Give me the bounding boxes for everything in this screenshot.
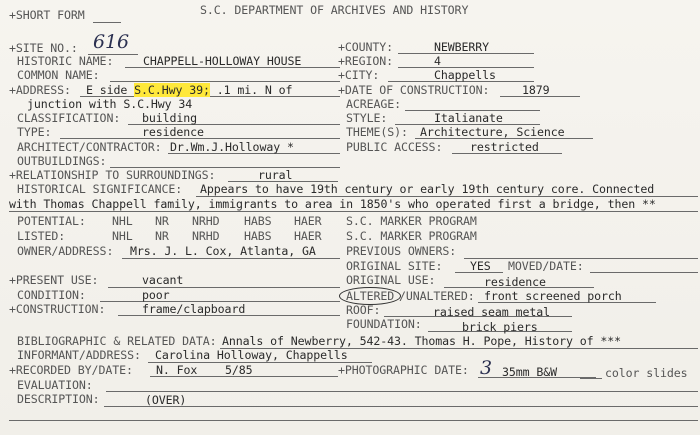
original-use-label: ORIGINAL USE: [346, 273, 436, 287]
architect-value: Dr.Wm.J.Holloway * [170, 140, 294, 154]
unaltered-label: /UNALTERED: [399, 289, 475, 303]
biblio-label: BIBLIOGRAPHIC & RELATED DATA: [17, 334, 217, 348]
construction-label: +CONSTRUCTION: [9, 302, 106, 316]
site-no-value: 616 [93, 31, 129, 53]
potential-nhl: NHL [112, 214, 133, 228]
photo-bw: 35mm B&W [502, 365, 558, 379]
potential-marker: S.C. MARKER PROGRAM [346, 214, 477, 228]
original-site-value: YES [470, 259, 491, 273]
city-label: +CITY: [338, 68, 380, 82]
theme-value: Architecture, Science [420, 125, 565, 139]
potential-label: POTENTIAL: [17, 214, 86, 228]
significance-label: HISTORICAL SIGNIFICANCE: [17, 182, 183, 196]
owner-value: Mrs. J. L. Cox, Atlanta, GA [130, 244, 316, 258]
address-highlight: S.C.Hwy 39; [134, 83, 210, 97]
description-label: DESCRIPTION: [17, 392, 100, 406]
moved-date-label: MOVED/DATE: [508, 259, 584, 273]
historic-name-value: CHAPPELL-HOLLOWAY HOUSE [143, 54, 302, 68]
significance-line1: Appears to have 19th century or early 19th century core. Connected [200, 182, 655, 196]
informant-value: Carolina Holloway, Chappells [155, 348, 348, 362]
type-label: TYPE: [17, 125, 52, 139]
present-use-value: vacant [142, 273, 184, 287]
theme-label: THEME(S): [346, 125, 408, 139]
potential-habs: HABS [244, 214, 272, 228]
potential-haer: HAER [294, 214, 322, 228]
informant-label: INFORMANT/ADDRESS: [17, 348, 141, 362]
style-label: STYLE: [346, 111, 388, 125]
public-access-label: PUBLIC ACCESS: [346, 140, 443, 154]
photo-date-label: +PHOTOGRAPHIC DATE: [338, 363, 469, 377]
potential-nrhd: NRHD [192, 214, 220, 228]
county-label: +COUNTY: [338, 40, 394, 54]
relationship-value: rural [258, 168, 293, 182]
classification-label: CLASSIFICATION: [17, 111, 121, 125]
recorded-by: N. Fox [156, 363, 198, 377]
city-value: Chappells [434, 68, 496, 82]
listed-nr: NR [155, 229, 169, 243]
original-site-label: ORIGINAL SITE: [346, 259, 443, 273]
foundation-value: brick piers [462, 320, 538, 334]
listed-habs: HABS [244, 229, 272, 243]
altered-label: ALTERED [346, 289, 395, 303]
roof-label: ROOF: [346, 303, 381, 317]
region-value: 4 [434, 54, 441, 68]
site-no-label: +SITE NO.: [9, 41, 78, 55]
department-title: S.C. DEPARTMENT OF ARCHIVES AND HISTORY [200, 3, 469, 17]
date-value: 1879 [522, 83, 550, 97]
photo-count: 3 [480, 357, 492, 379]
roof-value: raised seam metal [433, 305, 550, 319]
condition-label: CONDITION: [17, 288, 86, 302]
potential-nr: NR [155, 214, 169, 228]
recorded-label: +RECORDED BY/DATE: [9, 363, 133, 377]
relationship-label: +RELATIONSHIP TO SURROUNDINGS: [9, 168, 216, 182]
color-slides-label: color slides [605, 366, 688, 380]
county-value: NEWBERRY [434, 40, 490, 54]
common-name-label: COMMON NAME: [17, 68, 100, 82]
recorded-date: 5/85 [225, 363, 253, 377]
listed-marker: S.C. MARKER PROGRAM [346, 229, 477, 243]
present-use-label: +PRESENT USE: [9, 273, 99, 287]
historic-name-label: HISTORIC NAME: [17, 54, 114, 68]
public-access-value: restricted [470, 140, 539, 154]
listed-nrhd: NRHD [192, 229, 220, 243]
listed-haer: HAER [294, 229, 322, 243]
type-value: residence [142, 125, 204, 139]
condition-value: poor [142, 288, 170, 302]
significance-line2: with Thomas Chappell family, immigrants to area in 1850's who operated first a bridge, then ** [9, 197, 656, 211]
classification-value: building [142, 111, 198, 125]
evaluation-label: EVALUATION: [17, 378, 93, 392]
owner-label: OWNER/ADDRESS: [17, 244, 114, 258]
architect-label: ARCHITECT/CONTRACTOR: [17, 140, 162, 154]
description-value: (OVER) [145, 393, 187, 407]
style-value: Italianate [434, 111, 503, 125]
biblio-value: Annals of Newberry, 542-43. Thomas H. Pope, History of *** [222, 334, 622, 348]
listed-label: LISTED: [17, 229, 66, 243]
address-label: +ADDRESS: [9, 83, 71, 97]
outbuildings-label: OUTBUILDINGS: [17, 154, 107, 168]
original-use-value: residence [484, 275, 546, 289]
listed-nhl: NHL [112, 229, 133, 243]
altered-value: front screened porch [484, 289, 622, 303]
construction-value: frame/clapboard [142, 302, 246, 316]
acreage-label: ACREAGE: [346, 97, 402, 111]
previous-owners-label: PREVIOUS OWNERS: [346, 244, 457, 258]
foundation-label: FOUNDATION: [346, 317, 422, 331]
address-value: E side S.C.Hwy 39; .1 mi. N of [86, 83, 293, 97]
address-line2: junction with S.C.Hwy 34 [27, 97, 193, 111]
date-label: +DATE OF CONSTRUCTION: [338, 83, 490, 97]
region-label: +REGION: [338, 54, 394, 68]
short-form-label: +SHORT FORM [9, 8, 85, 22]
